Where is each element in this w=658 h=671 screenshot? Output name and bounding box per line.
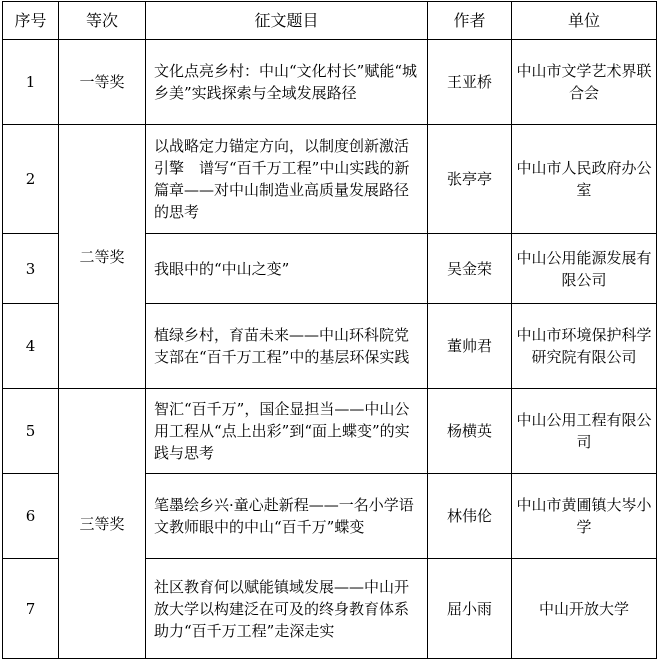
- header-number: 序号: [3, 2, 59, 40]
- author-name: 董帅君: [428, 304, 512, 389]
- award-grade-first: 一等奖: [59, 40, 146, 125]
- author-name: 张亭亭: [428, 125, 512, 234]
- unit-name: 中山公用能源发展有限公司: [512, 234, 657, 304]
- unit-name: 中山市黄圃镇大岑小学: [512, 474, 657, 559]
- award-grade-third: 三等奖: [59, 389, 146, 659]
- essay-title: 社区教育何以赋能镇域发展——中山开放大学以构建泛在可及的终身教育体系助力“百千万工程”走深走实: [146, 559, 428, 659]
- header-grade: 等次: [59, 2, 146, 40]
- table-row: [3, 389, 657, 474]
- header-title: 征文题目: [146, 2, 428, 40]
- essay-title: 文化点亮乡村：中山“文化村长”赋能“城乡美”实践探索与全域发展路径: [146, 40, 428, 125]
- author-name: 吴金荣: [428, 234, 512, 304]
- unit-name: 中山市人民政府办公室: [512, 125, 657, 234]
- unit-name: 中山市环境保护科学研究院有限公司: [512, 304, 657, 389]
- award-grade-second: 二等奖: [59, 125, 146, 389]
- table-row: [3, 40, 657, 125]
- header-row: [3, 2, 657, 40]
- author-name: 屈小雨: [428, 559, 512, 659]
- row-number: 2: [3, 125, 59, 234]
- unit-name: 中山市文学艺术界联合会: [512, 40, 657, 125]
- header-unit: 单位: [512, 2, 657, 40]
- row-number: 6: [3, 474, 59, 559]
- unit-name: 中山开放大学: [512, 559, 657, 659]
- essay-title: 我眼中的“中山之变”: [146, 234, 428, 304]
- row-number: 4: [3, 304, 59, 389]
- row-number: 7: [3, 559, 59, 659]
- table-row: [3, 125, 657, 234]
- row-number: 3: [3, 234, 59, 304]
- row-number: 5: [3, 389, 59, 474]
- essay-title: 智汇“百千万”，国企显担当——中山公用工程从“点上出彩”到“面上蝶变”的实践与思考: [146, 389, 428, 474]
- essay-title: 笔墨绘乡兴·童心赴新程——一名小学语文教师眼中的中山“百千万”蝶变: [146, 474, 428, 559]
- essay-title: 以战略定力锚定方向，以制度创新激活引擎 谱写“百千万工程”中山实践的新篇章——对中山制造业高质量发展路径的思考: [146, 125, 428, 234]
- author-name: 杨横英: [428, 389, 512, 474]
- header-author: 作者: [428, 2, 512, 40]
- author-name: 林伟伦: [428, 474, 512, 559]
- unit-name: 中山公用工程有限公司: [512, 389, 657, 474]
- row-number: 1: [3, 40, 59, 125]
- author-name: 王亚桥: [428, 40, 512, 125]
- award-table: [2, 1, 657, 659]
- essay-title: 植绿乡村，育苗未来——中山环科院党支部在“百千万工程”中的基层环保实践: [146, 304, 428, 389]
